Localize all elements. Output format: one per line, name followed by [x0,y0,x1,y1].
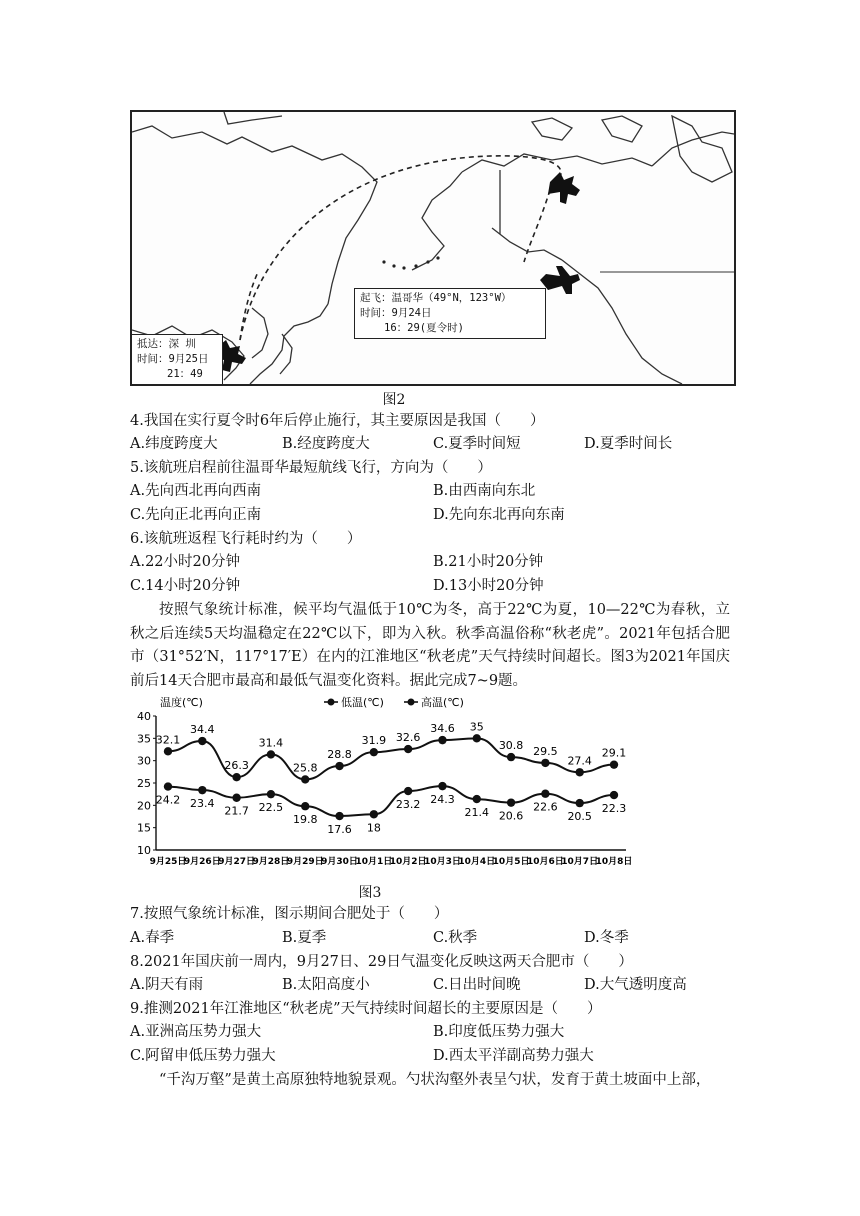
question-8-option[interactable]: C.日出时间晚 [433,977,521,993]
data-label: 25.8 [292,761,318,775]
data-label: 19.8 [292,813,318,827]
data-point [232,794,240,802]
y-tick-label: 15 [137,821,151,835]
data-label: 34.6 [430,722,455,736]
x-tick-label: 10月6日 [526,857,564,867]
legend-marker [408,699,415,706]
data-label: 22.6 [533,800,558,814]
question-4-option[interactable]: A.纬度跨度大 [130,436,218,452]
data-point [164,782,172,790]
y-tick-label: 25 [137,777,151,790]
data-point [575,768,583,776]
data-label: 26.3 [224,759,249,773]
x-tick-label: 10月8日 [595,857,633,867]
data-point [198,737,206,745]
route-map [130,110,736,386]
x-tick-label: 9月28日 [252,857,290,867]
data-point [541,790,549,798]
data-point [507,753,515,761]
data-label: 20.5 [567,810,592,824]
data-point [301,802,309,810]
data-label: 34.4 [190,723,215,737]
question-8-stem: 8.2021年国庆前一周内，9月27日、29日气温变化反映这两天合肥市（ ） [130,954,633,970]
figure-3-caption: 图3 [358,885,382,901]
data-label: 24.2 [155,793,181,807]
data-label: 28.8 [327,748,352,762]
data-point [438,782,446,790]
data-label: 27.4 [567,754,592,768]
question-8-option[interactable]: D.大气透明度高 [584,977,687,993]
question-7-stem: 7.按照气象统计标准，图示期间合肥处于（ ） [130,906,449,922]
final-passage-text: “千沟万壑”是黄土高原独特地貌景观。勺状沟壑外表呈勺状，发育于黄土坡面中上部， [159,1072,711,1088]
x-tick-label: 9月29日 [286,857,324,867]
data-label: 30.8 [498,739,524,753]
data-point [198,786,206,794]
departure-time: 16：29(夏令时) [384,322,464,334]
legend-marker [328,699,335,706]
question-5-option[interactable]: B.由西南向东北 [433,483,536,499]
question-4-option[interactable]: C.夏季时间短 [433,436,521,452]
data-point [473,795,481,803]
y-tick-label: 30 [137,754,151,768]
data-label: 31.4 [258,736,284,750]
x-tick-label: 9月26日 [183,857,221,867]
y-tick-label: 40 [137,710,151,723]
question-6-option[interactable]: D.13小时20分钟 [433,578,544,594]
data-label: 23.2 [395,798,421,812]
data-label: 24.3 [430,793,455,807]
data-label: 18 [366,821,381,835]
question-9-option[interactable]: C.阿留申低压势力强大 [130,1048,276,1064]
departure-date: 时间：9月24日 [360,307,432,319]
data-point [404,745,412,753]
y-tick-label: 35 [137,732,151,746]
data-point [507,798,515,806]
y-tick-label: 10 [137,844,151,857]
question-9-option[interactable]: D.西太平洋副高势力强大 [433,1048,594,1064]
airplane-icon [540,266,580,294]
question-5-option[interactable]: C.先向正北再向正南 [130,507,262,523]
x-tick-label: 9月30日 [321,857,358,867]
question-6-stem: 6.该航班返程飞行耗时约为（ ） [130,531,362,547]
question-4-option[interactable]: B.经度跨度大 [282,436,370,452]
data-label: 32.1 [155,733,181,747]
data-point [370,810,378,818]
data-label: 23.4 [190,797,215,811]
data-point [267,750,275,758]
data-label: 22.3 [601,802,627,816]
data-point [267,790,275,798]
question-8-option[interactable]: B.太阳高度小 [282,977,370,993]
data-point [610,760,618,768]
data-label: 35 [469,720,484,734]
passage-text: 按照气象统计标准，候平均气温低于10℃为冬，高于22℃为夏，10—22℃为春秋，立秋之后连续5天均温稳定在22℃以下，即为入秋。秋季高温俗称“秋老虎”。2021年包括合肥市（31°52′N，117°17′E）在内的江淮地区“秋老虎”天气持续时间超长。图3为2021年国庆前后14天合肥市最高和最低气温变化资料。据此完成7~9题。 [130,602,730,689]
arrival-time: 21：49 [167,368,203,380]
data-label: 22.5 [258,801,284,815]
data-point [610,791,618,799]
departure-info-box [354,288,546,339]
data-point [541,759,549,767]
question-9-stem: 9.推测2021年江淮地区“秋老虎”天气持续时间超长的主要原因是（ ） [130,1001,602,1017]
x-tick-label: 10月3日 [424,857,461,867]
data-point [335,812,343,820]
question-7-option[interactable]: C.秋季 [433,930,478,946]
question-5-option[interactable]: A.先向西北再向西南 [130,483,262,499]
data-label: 17.6 [327,823,352,837]
data-point [575,799,583,807]
data-point [370,748,378,756]
data-point [335,762,343,770]
question-6-option[interactable]: A.22小时20分钟 [130,554,240,570]
y-tick-label: 20 [137,799,151,813]
data-point [164,747,172,755]
legend-label: 低温(℃) [341,696,384,709]
data-point [473,734,481,742]
x-tick-label: 10月5日 [492,857,530,867]
data-label: 29.1 [601,746,627,760]
data-label: 20.6 [498,809,524,823]
question-7-option[interactable]: B.夏季 [282,930,327,946]
arrival-city: 抵达：深 圳 [137,338,196,350]
question-6-option[interactable]: B.21小时20分钟 [433,554,544,570]
data-label: 29.5 [533,744,558,758]
x-tick-label: 9月25日 [149,857,187,867]
legend-label: 高温(℃) [421,696,464,709]
question-7-option[interactable]: A.春季 [130,930,175,946]
airplane-icon [548,172,580,204]
data-point [404,787,412,795]
question-5-stem: 5.该航班启程前往温哥华最短航线飞行，方向为（ ） [130,460,492,476]
temperature-line-chart [128,692,638,877]
x-tick-label: 10月7日 [561,857,599,867]
x-tick-label: 10月4日 [458,857,496,867]
departure-line: 起飞：温哥华（49°N，123°W） [360,292,512,304]
question-4-option[interactable]: D.夏季时间长 [584,436,673,452]
question-8-option[interactable]: A.阴天有雨 [130,977,204,993]
x-tick-label: 9月27日 [218,857,256,867]
x-tick-label: 10月2日 [389,857,427,867]
data-label: 32.6 [395,731,421,745]
data-point [438,736,446,744]
data-label: 21.4 [464,806,490,820]
question-9-option[interactable]: A.亚洲高压势力强大 [130,1024,262,1040]
arrival-info-box [132,334,223,384]
figure-2-caption: 图2 [382,392,406,408]
data-point [301,775,309,783]
question-6-option[interactable]: C.14小时20分钟 [130,578,241,594]
question-5-option[interactable]: D.先向东北再向东南 [433,507,565,523]
x-tick-label: 10月1日 [355,857,393,867]
data-label: 31.9 [361,734,387,748]
y-axis-label: 温度(℃) [160,696,203,709]
data-label: 21.7 [224,804,249,818]
arrival-date: 时间：9月25日 [137,353,209,365]
data-point [232,773,240,781]
question-7-option[interactable]: D.冬季 [584,930,629,946]
question-4-stem: 4.我国在实行夏令时6年后停止施行，其主要原因是我国（ ） [130,413,545,429]
question-9-option[interactable]: B.印度低压势力强大 [433,1024,565,1040]
